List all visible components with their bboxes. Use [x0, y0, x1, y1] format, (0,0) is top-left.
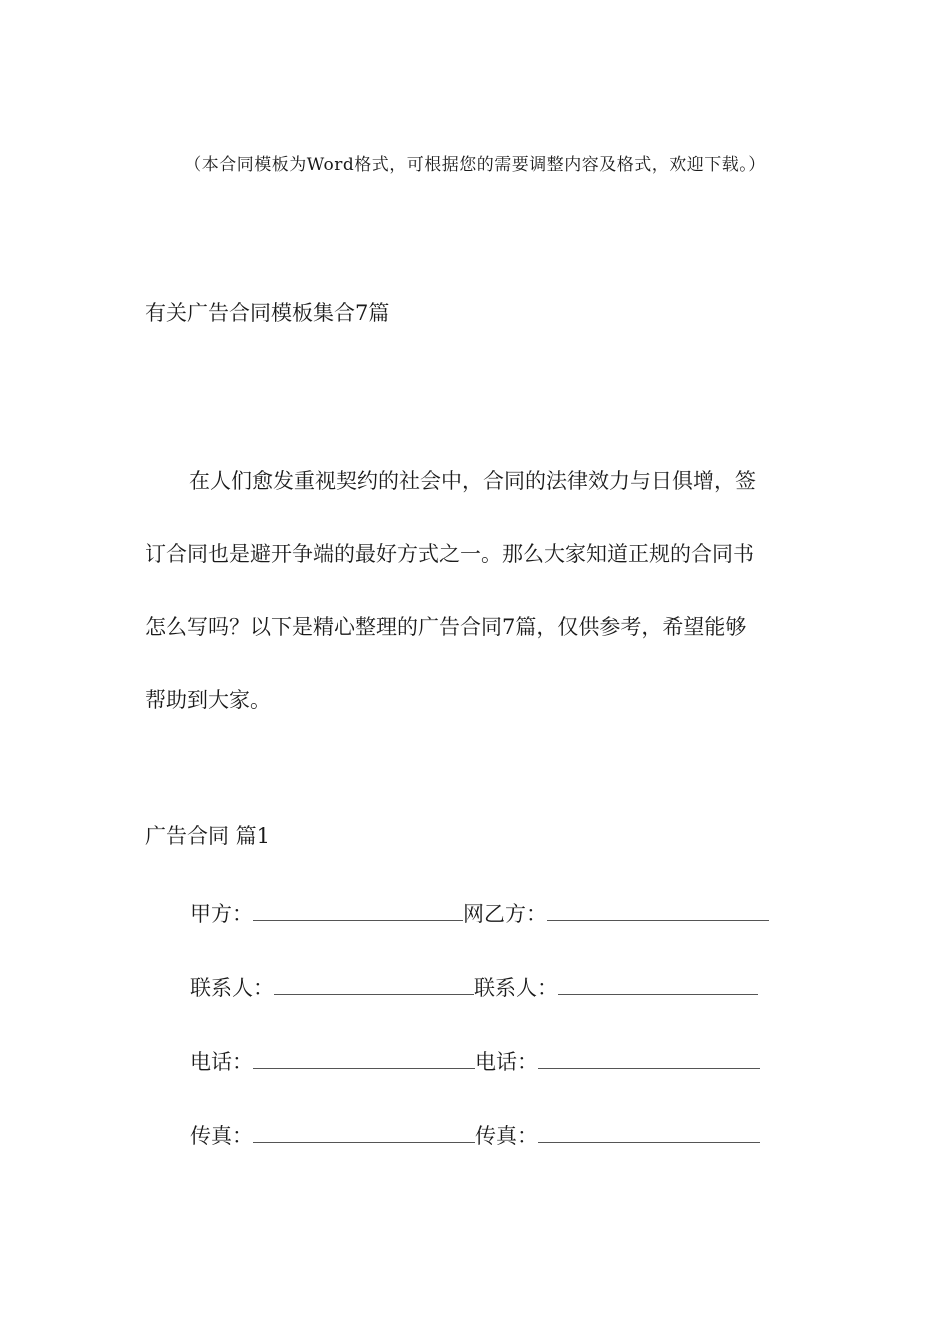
phone-a-blank[interactable]	[253, 1050, 475, 1069]
fax-a-blank[interactable]	[253, 1124, 475, 1143]
party-a-blank[interactable]	[253, 902, 463, 921]
intro-line: 在人们愈发重视契约的社会中，合同的法律效力与日俱增，签	[189, 469, 756, 493]
contact-row	[190, 972, 758, 1002]
section-title: 广告合同 篇1	[145, 824, 271, 848]
fax-b-label: 传真：	[475, 1124, 538, 1148]
contact-a-blank[interactable]	[274, 976, 474, 995]
fax-a-label: 传真：	[190, 1124, 253, 1148]
phone-row	[190, 1046, 760, 1076]
phone-b-label: 电话：	[475, 1050, 538, 1074]
fax-b-blank[interactable]	[538, 1124, 760, 1143]
party-b-blank[interactable]	[547, 902, 769, 921]
contact-a-label: 联系人：	[190, 976, 274, 1000]
template-note: （本合同模板为Word格式，可根据您的需要调整内容及格式，欢迎下载。）	[184, 155, 766, 175]
intro-line: 怎么写吗？以下是精心整理的广告合同7篇，仅供参考，希望能够	[145, 615, 747, 639]
document-title: 有关广告合同模板集合7篇	[145, 301, 390, 325]
fax-row	[190, 1120, 760, 1150]
intro-paragraph	[145, 445, 795, 737]
contact-b-label: 联系人：	[474, 976, 558, 1000]
party-a-b-row	[190, 898, 769, 928]
phone-a-label: 电话：	[190, 1050, 253, 1074]
intro-line: 帮助到大家。	[145, 688, 271, 712]
party-a-label: 甲方：	[190, 902, 253, 926]
intro-line: 订合同也是避开争端的最好方式之一。那么大家知道正规的合同书	[145, 542, 754, 566]
phone-b-blank[interactable]	[538, 1050, 760, 1069]
party-b-label: 网乙方：	[463, 902, 547, 926]
contact-b-blank[interactable]	[558, 976, 758, 995]
